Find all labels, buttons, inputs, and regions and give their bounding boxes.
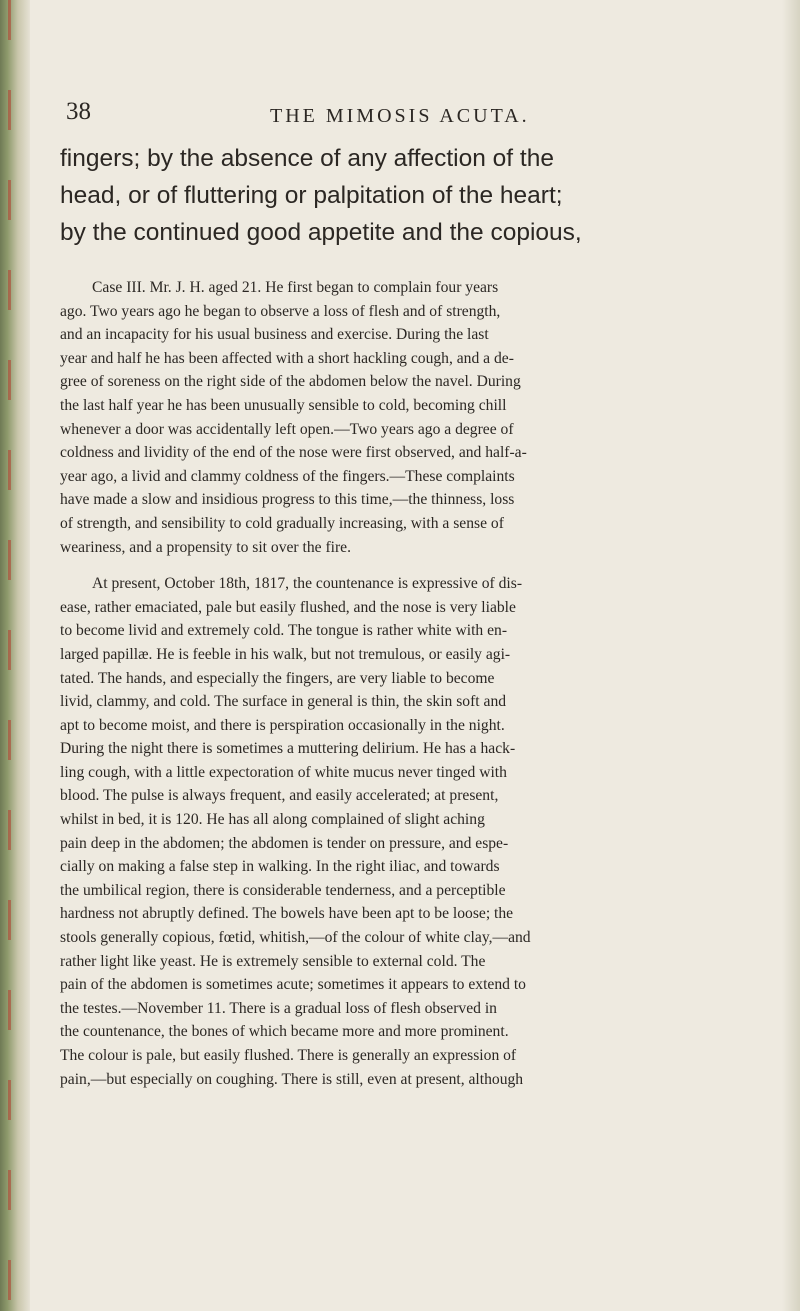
large-text-line: by the continued good appetite and the copious, — [60, 219, 582, 246]
case-line: the last half year he has been unusually sensible to cold, becoming chill — [60, 396, 507, 414]
case-line: and an incapacity for his usual business and exercise. During the last — [60, 326, 489, 344]
large-text-line: fingers; by the absence of any affection of the — [60, 145, 554, 172]
present-paragraph — [60, 572, 750, 1091]
case-line: of strength, and sensibility to cold gradually increasing, with a sense of — [60, 514, 504, 532]
page-number: 38 — [66, 98, 91, 125]
present-line: The colour is pale, but easily flushed. There is generally an expression of — [60, 1047, 517, 1064]
case-line: coldness and lividity of the end of the nose were first observed, and half-a- — [60, 444, 527, 462]
case-line: ago. Two years ago he began to observe a loss of flesh and of strength, — [60, 302, 501, 320]
case-paragraph — [60, 276, 750, 559]
present-line: At present, October 18th, 1817, the countenance is expressive of dis- — [92, 575, 523, 593]
present-line: pain deep in the abdomen; the abdomen is tender on pressure, and espe- — [60, 834, 509, 852]
present-line: the testes.—November 11. There is a gradual loss of flesh observed in — [60, 999, 497, 1017]
page-right-edge — [782, 0, 800, 1311]
present-line: to become livid and extremely cold. The tongue is rather white with en- — [60, 622, 508, 640]
case-line: year and half he has been affected with a short hackling cough, and a de- — [60, 349, 514, 367]
book-binding-edge — [0, 0, 30, 1311]
case-line: whenever a door was accidentally left open.—Two years ago a degree of — [60, 420, 514, 438]
present-line: ease, rather emaciated, pale but easily flushed, and the nose is very liable — [60, 598, 516, 616]
small-text-block — [60, 276, 750, 1091]
running-head — [60, 98, 772, 132]
present-line: hardness not abruptly defined. The bowels have been apt to be loose; the — [60, 905, 514, 923]
case-line: Case III. Mr. J. H. aged 21. He first began to complain four years — [92, 279, 499, 296]
book-page — [60, 0, 772, 1311]
large-text-block — [60, 140, 750, 251]
present-line: cially on making a false step in walking. In the right iliac, and towards — [60, 858, 500, 876]
present-line: whilst in bed, it is 120. He has all along complained of slight aching — [60, 811, 485, 829]
present-line: the umbilical region, there is considerable tenderness, and a perceptible — [60, 881, 506, 899]
case-line: gree of soreness on the right side of the abdomen below the navel. During — [60, 373, 521, 391]
case-line: have made a slow and insidious progress to this time,—the thinness, loss — [60, 491, 515, 509]
case-line: weariness, and a propensity to sit over the fire. — [60, 538, 351, 556]
present-line: stools generally copious, fœtid, whitish,—of the colour of white clay,—and — [60, 929, 531, 947]
present-line: rather light like yeast. He is extremely sensible to external cold. The — [60, 952, 486, 970]
present-line: During the night there is sometimes a muttering delirium. He has a hack- — [60, 740, 516, 758]
present-line: tated. The hands, and especially the fingers, are very liable to become — [60, 669, 495, 687]
large-text-line: head, or of fluttering or palpitation of the heart; — [60, 182, 563, 209]
present-line: the countenance, the bones of which became more and more prominent. — [60, 1023, 509, 1041]
present-line: pain of the abdomen is sometimes acute; sometimes it appears to extend to — [60, 976, 526, 994]
present-line: pain,—but especially on coughing. There is still, even at present, although — [60, 1070, 524, 1088]
running-title: THE MIMOSIS ACUTA. — [270, 105, 530, 127]
present-line: livid, clammy, and cold. The surface in general is thin, the skin soft and — [60, 693, 507, 711]
present-line: ling cough, with a little expectoration of white mucus never tinged with — [60, 763, 507, 781]
case-line: year ago, a livid and clammy coldness of the fingers.—These complaints — [60, 467, 515, 485]
present-line: larged papillæ. He is feeble in his walk, but not tremulous, or easily agi- — [60, 645, 511, 663]
present-line: blood. The pulse is always frequent, and easily accelerated; at present, — [60, 787, 499, 805]
present-line: apt to become moist, and there is perspiration occasionally in the night. — [60, 716, 505, 734]
